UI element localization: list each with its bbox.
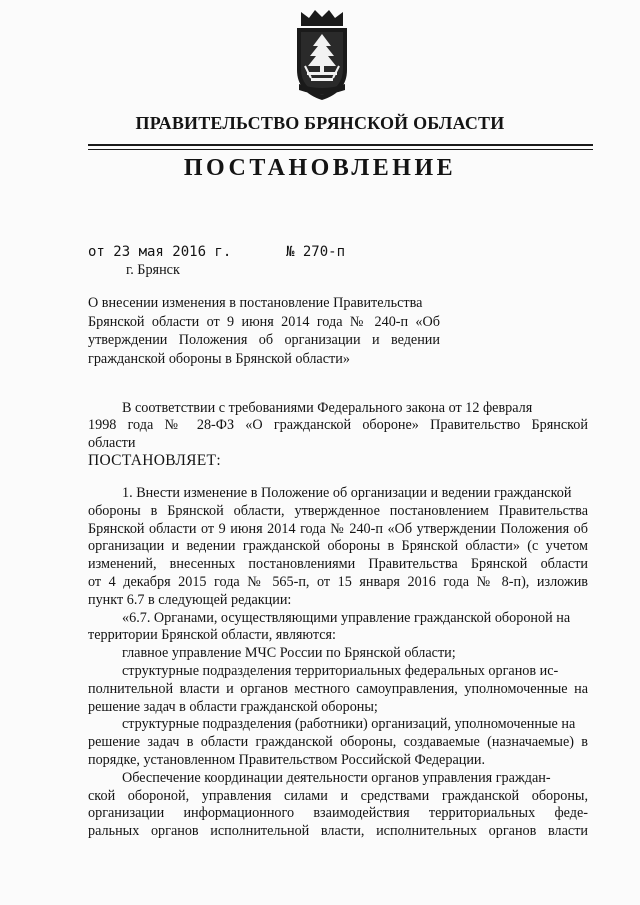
preamble-line: 1998 года № 28-ФЗ «О гражданской обороне» Правительство Брянской [88, 417, 588, 434]
subject-line: О внесении изменения в постановление Правительства [88, 295, 423, 311]
header-divider-thick [88, 144, 593, 146]
subject-line: гражданской обороны в Брянской области» [88, 350, 350, 367]
body-line: полнительной власти и органов местного самоуправления, уполномоченные на [88, 680, 588, 697]
government-title: ПРАВИТЕЛЬСТВО БРЯНСКОЙ ОБЛАСТИ [135, 113, 505, 133]
document-date: от 23 мая 2016 г. [88, 244, 232, 260]
body-line: структурные подразделения (работники) организаций, уполномоченные на [122, 716, 576, 733]
document-body [88, 485, 588, 841]
body-line: организации и ведении гражданской обороны в Брянской области» (с учетом [88, 538, 588, 555]
body-line: изменений, внесенных постановлениями Правительства Брянской области [88, 556, 588, 573]
body-line: организации информационного взаимодействия территориальных феде- [88, 805, 588, 822]
body-line: 1. Внести изменение в Положение об организации и ведении гражданской [122, 485, 572, 501]
body-line: «6.7. Органами, осуществляющими управление гражданской обороной на [122, 609, 571, 626]
document-city: г. Брянск [126, 262, 180, 278]
coat-of-arms-emblem [291, 8, 353, 102]
header-divider-thin [88, 149, 593, 150]
body-line: территории Брянской области, являются: [88, 627, 336, 644]
body-line: пункт 6.7 в следующей редакции: [88, 591, 292, 608]
body-line: ской обороной, управления силами и средствами гражданской обороны, [88, 787, 588, 804]
document-number: № 270-п [286, 244, 346, 260]
body-line: ральных органов исполнительной власти, исполнительных органов власти [88, 823, 588, 840]
body-line: главное управление МЧС России по Брянской области; [122, 645, 456, 662]
subject-line: утверждении Положения об организации и ведении [88, 332, 440, 349]
preamble-line: В соответствии с требованиями Федерального закона от 12 февраля [122, 400, 533, 416]
body-line: обороны в Брянской области, утвержденное постановлением Правительства [88, 502, 588, 519]
subject-line: Брянской области от 9 июня 2014 года № 240-п «Об [88, 313, 440, 330]
body-line: Обеспечение координации деятельности органов управления граждан- [122, 769, 551, 786]
body-line: Брянской области от 9 июня 2014 года № 240-п «Об утверждении Положения об [88, 520, 588, 537]
preamble-line: области [88, 434, 136, 451]
body-line: решение задач в области гражданской обороны; [88, 698, 378, 715]
body-line: от 4 декабря 2015 года № 565-п, от 15 января 2016 года № 8-п), изложив [88, 573, 588, 590]
preamble [88, 400, 588, 452]
document-type-title: ПОСТАНОВЛЕНИЕ [183, 155, 457, 181]
body-line: решение задач в области гражданской обороны, создаваемые (назначаемые) в [88, 734, 588, 751]
body-line: структурные подразделения территориальных федеральных органов ис- [122, 662, 559, 679]
body-line: порядке, установленном Правительством Российской Федерации. [88, 751, 486, 768]
document-subject [88, 294, 440, 368]
decree-word: ПОСТАНОВЛЯЕТ: [88, 452, 221, 469]
